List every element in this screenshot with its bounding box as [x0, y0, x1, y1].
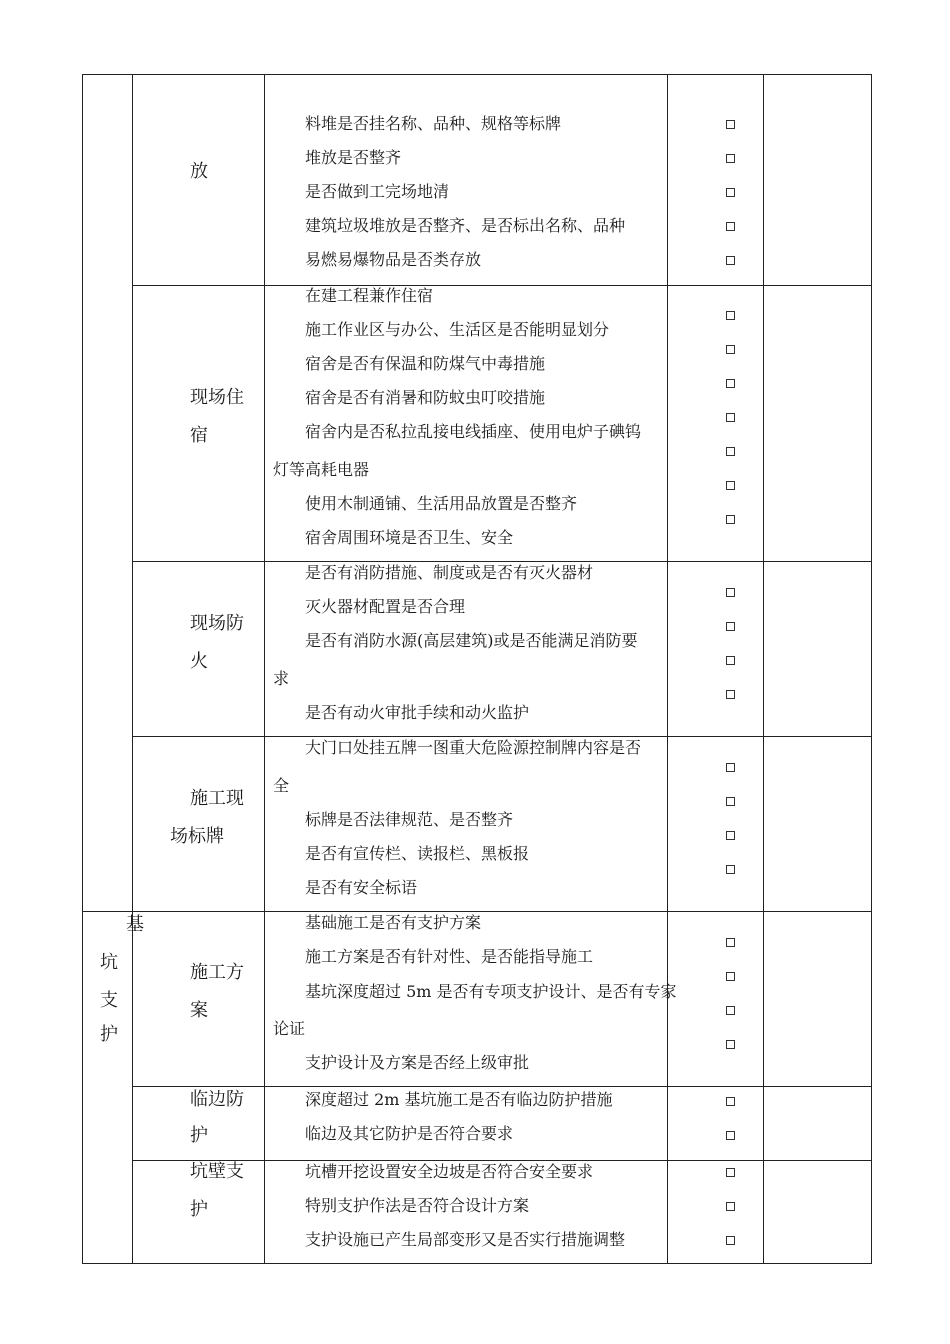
- checklist-item-text: 是否有宣传栏、读报栏、黑板报: [305, 844, 530, 863]
- checklist-item-text: 施工作业区与办公、生活区是否能明显划分: [305, 320, 610, 339]
- row-divider: [132, 285, 871, 286]
- checklist-item-text: 易燃易爆物品是否类存放: [305, 250, 482, 269]
- row-divider: [132, 736, 871, 737]
- checkbox[interactable]: [726, 938, 735, 947]
- category-label: 案: [190, 1000, 208, 1021]
- checkbox[interactable]: [726, 188, 735, 197]
- category-label: 场标牌: [170, 826, 224, 847]
- group-label-char: 基: [126, 914, 144, 935]
- checkbox[interactable]: [726, 797, 735, 806]
- checklist-item-text: 标牌是否法律规范、是否整齐: [305, 810, 514, 829]
- checkbox[interactable]: [726, 413, 735, 422]
- checklist-item-text: 建筑垃圾堆放是否整齐、是否标出名称、品种: [305, 216, 626, 235]
- column-divider: [763, 74, 764, 1263]
- checkbox[interactable]: [726, 515, 735, 524]
- category-label: 施工现: [190, 788, 244, 809]
- category-label: 现场防: [190, 613, 244, 634]
- group-label-char: 护: [100, 1024, 118, 1045]
- checkbox[interactable]: [726, 1236, 735, 1245]
- row-divider: [132, 1086, 871, 1087]
- checklist-item-text: 论证: [273, 1019, 306, 1038]
- checklist-item-text: 坑槽开挖设置安全边坡是否符合安全要求: [305, 1162, 594, 1181]
- group-label-char: 坑: [100, 952, 118, 973]
- checklist-item-text: 支护设计及方案是否经上级审批: [305, 1053, 530, 1072]
- checkbox[interactable]: [726, 1131, 735, 1140]
- category-label: 放: [190, 161, 208, 182]
- checkbox[interactable]: [726, 690, 735, 699]
- checkbox[interactable]: [726, 656, 735, 665]
- column-divider: [667, 74, 668, 1263]
- checklist-item-text: 堆放是否整齐: [305, 148, 402, 167]
- checklist-item-text: 是否有动火审批手续和动火监护: [305, 703, 530, 722]
- checklist-item-text: 料堆是否挂名称、品种、规格等标牌: [305, 114, 562, 133]
- row-divider: [132, 561, 871, 562]
- category-label: 护: [190, 1125, 208, 1146]
- group-label-char: 支: [100, 990, 118, 1011]
- checkbox[interactable]: [726, 481, 735, 490]
- checklist-item-text: 是否有消防措施、制度或是否有灭火器材: [305, 563, 594, 582]
- checklist-item-text: 使用木制通铺、生活用品放置是否整齐: [305, 494, 578, 513]
- checkbox[interactable]: [726, 345, 735, 354]
- checklist-item-text: 深度超过 2m 基坑施工是否有临边防护措施: [305, 1090, 613, 1109]
- checkbox[interactable]: [726, 222, 735, 231]
- column-divider: [264, 74, 265, 1263]
- checkbox[interactable]: [726, 622, 735, 631]
- checklist-item-text: 特别支护作法是否符合设计方案: [305, 1196, 530, 1215]
- checkbox[interactable]: [726, 1168, 735, 1177]
- checklist-item-text: 在建工程兼作住宿: [305, 286, 434, 305]
- category-label: 坑壁支: [190, 1161, 244, 1182]
- checklist-item-text: 是否做到工完场地清: [305, 182, 450, 201]
- checklist-item-text: 是否有安全标语: [305, 878, 418, 897]
- checkbox[interactable]: [726, 120, 735, 129]
- checkbox[interactable]: [726, 1006, 735, 1015]
- checkbox[interactable]: [726, 154, 735, 163]
- column-divider: [132, 74, 133, 1263]
- row-divider: [82, 911, 871, 912]
- checkbox[interactable]: [726, 1040, 735, 1049]
- checklist-item-text: 施工方案是否有针对性、是否能指导施工: [305, 947, 594, 966]
- checkbox[interactable]: [726, 256, 735, 265]
- category-label: 护: [190, 1199, 208, 1220]
- checkbox[interactable]: [726, 831, 735, 840]
- checkbox[interactable]: [726, 379, 735, 388]
- category-label: 火: [190, 651, 208, 672]
- checkbox[interactable]: [726, 447, 735, 456]
- checklist-item-text: 灭火器材配置是否合理: [305, 597, 466, 616]
- checkbox[interactable]: [726, 588, 735, 597]
- checklist-item-text: 宿舍是否有消暑和防蚊虫叮咬措施: [305, 388, 546, 407]
- checklist-item-text: 是否有消防水源(高层建筑)或是否能满足消防要: [305, 631, 638, 650]
- checklist-item-text: 临边及其它防护是否符合要求: [305, 1124, 514, 1143]
- category-label: 宿: [190, 425, 208, 446]
- checkbox[interactable]: [726, 311, 735, 320]
- checkbox[interactable]: [726, 865, 735, 874]
- checkbox[interactable]: [726, 1097, 735, 1106]
- checkbox[interactable]: [726, 1202, 735, 1211]
- category-label: 临边防: [190, 1089, 244, 1110]
- checklist-item-text: 宿舍周围环境是否卫生、安全: [305, 528, 514, 547]
- checklist-item-text: 基础施工是否有支护方案: [305, 913, 482, 932]
- checklist-item-text: 宿舍是否有保温和防煤气中毒措施: [305, 354, 546, 373]
- checklist-item-text: 宿舍内是否私拉乱接电线插座、使用电炉子碘钨: [305, 422, 642, 441]
- checklist-item-text: 灯等高耗电器: [273, 460, 370, 479]
- checklist-item-text: 基坑深度超过 5m 是否有专项支护设计、是否有专家: [305, 982, 677, 1001]
- category-label: 现场住: [190, 387, 244, 408]
- checklist-item-text: 求: [273, 669, 290, 688]
- category-label: 施工方: [190, 962, 244, 983]
- checklist-item-text: 大门口处挂五牌一图重大危险源控制牌内容是否: [305, 738, 642, 757]
- checklist-item-text: 全: [273, 776, 290, 795]
- checkbox[interactable]: [726, 972, 735, 981]
- checklist-item-text: 支护设施已产生局部变形又是否实行措施调整: [305, 1230, 626, 1249]
- checkbox[interactable]: [726, 763, 735, 772]
